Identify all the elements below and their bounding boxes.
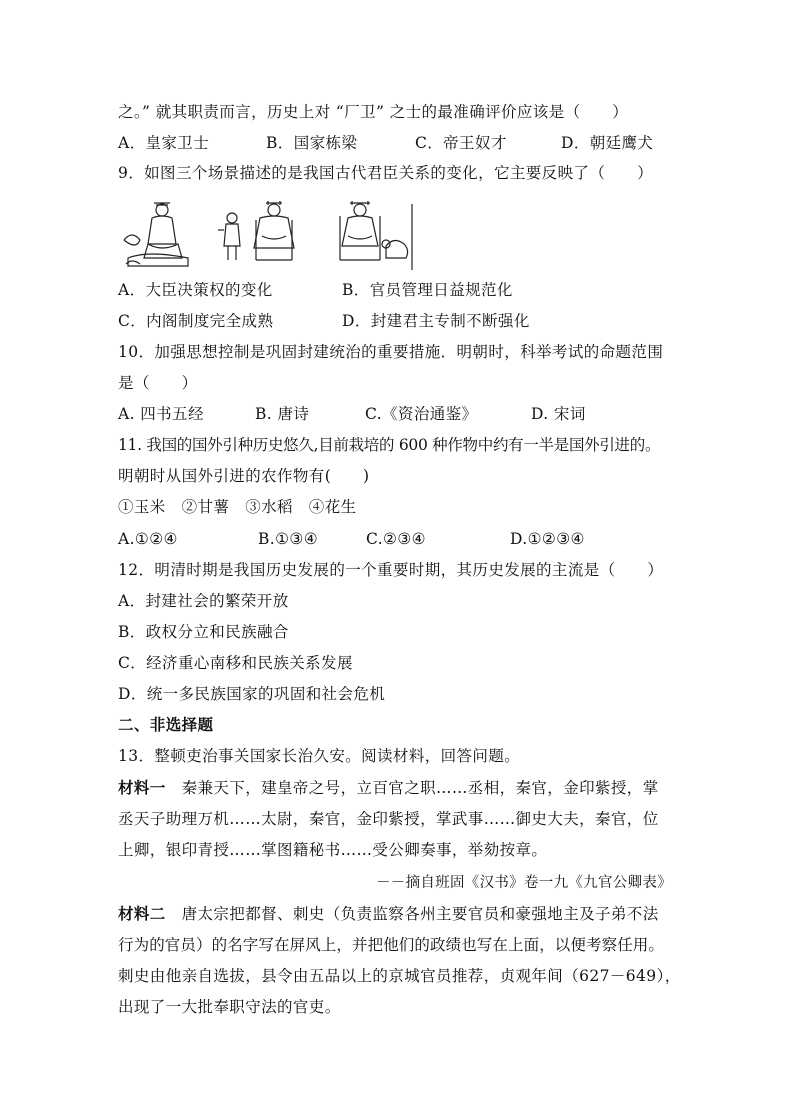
material-2-line4: 出现了一大批奉职守法的官吏。: [118, 998, 341, 1016]
material-2-label: 材料二: [118, 904, 166, 923]
material-2-line3: 刺史由他亲自选拔，县令由五品以上的京城官员推荐，贞观年间（627－649），: [118, 967, 681, 985]
material-2-line1: [118, 903, 659, 925]
q10-option-c[interactable]: C.《资治通鉴》: [365, 405, 478, 423]
material-1-source: －－摘自班固《汉书》卷一九《九官公卿表》: [376, 875, 672, 891]
section-heading: 二、非选择题: [118, 715, 214, 734]
scene-1-image: [118, 200, 200, 272]
q9-option-d[interactable]: D．封建君主专制不断强化: [342, 312, 530, 330]
material-1-line1: [118, 777, 659, 799]
q8-option-c[interactable]: C．帝王奴才: [415, 134, 507, 152]
q12-stem: 12．明清时期是我国历史发展的一个重要时期，其历史发展的主流是（ ）: [118, 561, 664, 579]
q9-option-b[interactable]: B．官员管理日益规范化: [342, 281, 513, 299]
q9-option-c[interactable]: C．内阁制度完全成熟: [118, 312, 274, 330]
material-1-line2: 丞天子助理万机……太尉，秦官，金印紫授，掌武事……御史大夫，秦官，位: [118, 810, 659, 828]
q12-option-d[interactable]: D．统一多民族国家的巩固和社会危机: [118, 685, 386, 703]
q11-items: ①玉米 ②甘薯 ③水稻 ④花生: [118, 498, 357, 516]
q11-option-c[interactable]: C.②③④: [366, 530, 426, 548]
q10-option-d[interactable]: D. 宋词: [531, 405, 586, 423]
q9-option-a[interactable]: A．大臣决策权的变化: [118, 281, 273, 299]
q11-option-d[interactable]: D.①②③④: [510, 530, 585, 548]
material-2-text: 唐太宗把都督、刺史（负责监察各州主要官员和豪强地主及子弟不法: [165, 905, 659, 923]
q8-stem-end: 之。” 就其职责而言，历史上对 “厂卫” 之士的最准确评价应该是（ ）: [118, 103, 629, 121]
scene-3-image: [328, 200, 418, 272]
material-1-text: 秦兼天下，建皇帝之号，立百官之职……丞相，秦官，金印紫授，掌: [165, 779, 659, 797]
q12-option-b[interactable]: B．政权分立和民族融合: [118, 623, 289, 641]
material-1-line3: 上卿，银印青授……掌图籍秘书……受公卿奏事，举劾按章。: [118, 841, 548, 859]
material-1-label: 材料一: [118, 778, 166, 797]
q10-option-b[interactable]: B. 唐诗: [255, 405, 310, 423]
q10-stem-line2: 是（ ）: [118, 374, 198, 392]
q8-option-b[interactable]: B．国家栋梁: [266, 134, 358, 152]
q12-option-c[interactable]: C．经济重心南移和民族关系发展: [118, 654, 353, 672]
q12-option-a[interactable]: A．封建社会的繁荣开放: [118, 592, 289, 610]
q8-option-a[interactable]: A．皇家卫士: [118, 134, 210, 152]
material-2-line2: 行为的官员）的名字写在屏风上，并把他们的政绩也写在上面，以便考察任用。: [118, 936, 665, 954]
q10-option-a[interactable]: A. 四书五经: [118, 405, 204, 423]
q11-stem-line2: 明朝时从国外引进的农作物有( ): [118, 467, 370, 485]
q11-stem-line1: 11. 我国的国外引种历史悠久,目前栽培的 600 种作物中约有一半是国外引进的。: [118, 436, 661, 454]
q10-stem-line1: 10．加强思想控制是巩固封建统治的重要措施．明朝时，科举考试的命题范围: [118, 343, 664, 361]
q9-stem: 9．如图三个场景描述的是我国古代君臣关系的变化，它主要反映了（ ）: [118, 164, 653, 182]
q11-option-b[interactable]: B.①③④: [258, 530, 319, 548]
scene-2-image: [210, 200, 310, 272]
q11-option-a[interactable]: A.①②④: [118, 530, 178, 548]
q8-option-d[interactable]: D．朝廷鹰犬: [561, 134, 654, 152]
q13-stem: 13．整顿吏治事关国家长治久安。阅读材料，回答问题。: [118, 747, 521, 765]
q9-illustrations: [118, 200, 418, 272]
